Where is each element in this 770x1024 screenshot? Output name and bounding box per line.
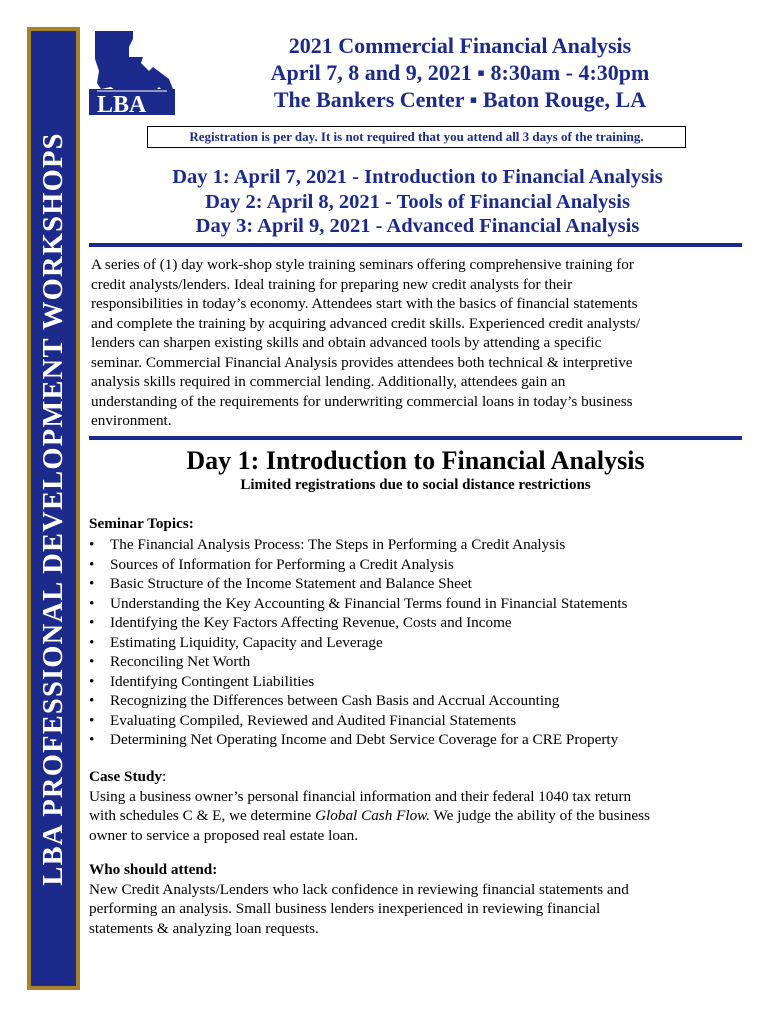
list-item: • Recognizing the Differences between Cash Basis and Accrual Accounting [89,691,627,711]
event-location: The Bankers Center ▪ Baton Rouge, LA [273,87,647,112]
who-heading: Who should attend: [89,861,218,878]
list-item: • Identifying the Key Factors Affecting Revenue, Costs and Income [89,613,627,633]
divider-middle [89,436,742,440]
case-study: Case Study: Using a business owner’s personal financial information and their federal 1040 tax return with schedules C & E, we determine Global Cash Flow. We judge the ability of the business owner to service a proposed real estate loan. [89,768,650,844]
list-item: • Understanding the Key Accounting & Financial Terms found in Financial Statements [89,594,627,614]
global-cash-flow-term: Global Cash Flow. [315,807,430,824]
event-dates: April 7, 8 and 9, 2021 ▪ 8:30am - 4:30pm [270,60,650,85]
case-study-heading: Case Study [89,768,163,785]
registration-note: Registration is per day. It is not required that you attend all 3 days of the training. [147,126,686,148]
list-item: • Determining Net Operating Income and Debt Service Coverage for a CRE Property [89,730,627,750]
topics-heading: Seminar Topics: [89,515,194,532]
louisiana-map-icon [89,27,175,115]
list-item: • The Financial Analysis Process: The Steps in Performing a Credit Analysis [89,535,627,555]
section-title: Day 1: Introduction to Financial Analysis [186,446,645,475]
event-header [200,32,720,113]
list-item: • Estimating Liquidity, Capacity and Leverage [89,633,627,653]
topics-list [89,535,627,750]
who-should-attend: Who should attend: New Credit Analysts/Lenders who lack confidence in reviewing financial statements and performing an analysis. Small business lenders inexperienced in reviewing financial statements & analyzing loan requests. [89,860,749,938]
day-schedule [100,165,735,239]
list-item: • Identifying Contingent Liabilities [89,672,627,692]
list-item: • Sources of Information for Performing a Credit Analysis [89,555,627,575]
section-subtitle: Limited registrations due to social distance restrictions [240,477,591,493]
day-3-line: Day 3: April 9, 2021 - Advanced Financial Analysis [195,215,640,237]
day-1-line: Day 1: April 7, 2021 - Introduction to Financial Analysis [172,166,663,188]
intro-paragraph: A series of (1) day work-shop style training seminars offering comprehensive training for credit analysts/lenders. Ideal training for preparing new credit analysts for their responsibilities in today’s economy. Attendees start with the basics of financial statements and complete the training by acquiring advanced credit skills. Experienced credit analysts/ lenders can sharpen existing skills and obtain advanced tools by attending a specific seminar. Commercial Financial Analysis provides attendees both technical & interpretive analysis skills required in commercial lending. Additionally, attendees gain an understanding of the requirements for underwriting commercial loans in today’s business environment. [91,256,641,429]
list-item: • Evaluating Compiled, Reviewed and Audited Financial Statements [89,711,627,731]
sidebar-banner [27,27,80,990]
divider-top [89,243,742,247]
svg-text:LBA: LBA [97,92,147,115]
list-item: • Reconciling Net Worth [89,652,627,672]
list-item: • Basic Structure of the Income Statement and Balance Sheet [89,574,627,594]
lba-logo [89,27,175,115]
event-title: 2021 Commercial Financial Analysis [288,33,632,58]
day-2-line: Day 2: April 8, 2021 - Tools of Financial Analysis [205,190,630,213]
sidebar-title: LBA PROFESSIONAL DEVELOPMENT WORKSHOPS [37,131,69,886]
